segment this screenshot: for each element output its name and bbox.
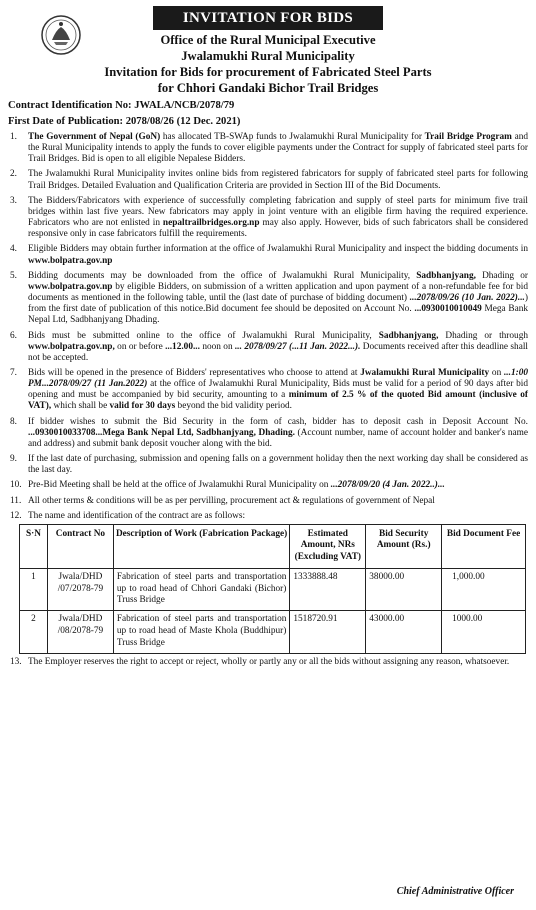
header-description: Description of Work (Fabrication Package) [113, 524, 290, 568]
table-header-row [20, 524, 526, 568]
cell-contract-no: Jwala/DHD /08/2078-79 [47, 611, 113, 654]
header-sn: S·N [20, 524, 48, 568]
banner-title: INVITATION FOR BIDS [153, 6, 383, 30]
nepal-emblem-icon [40, 14, 82, 56]
list-item: 10. Pre-Bid Meeting shall be held at the office of Jwalamukhi Rural Municipality on ...2078/09/20 (4 Jan. 2022..)... [10, 480, 445, 491]
header-invitation: Invitation for Bids for procurement of Fabricated Steel Parts [104, 65, 432, 79]
cell-document-fee: 1000.00 [442, 611, 526, 654]
table-row [20, 611, 526, 654]
cell-bid-security: 38000.00 [366, 568, 442, 611]
contract-table [19, 524, 526, 654]
list-item: 13. The Employer reserves the right to accept or reject, wholly or partly any or all the bids without assigning any reason, whatsoever. [10, 657, 510, 668]
cell-description: Fabrication of steel parts and transportation up to road head of Maste Khola (Buddhipur) Truss Bridge [113, 611, 290, 654]
header-bid-security: Bid Security Amount (Rs.) [366, 524, 442, 568]
list-item: 11. All other terms & conditions will be as per pervilling, procurement act & regulations of government of Nepal [10, 495, 435, 506]
header-office: Office of the Rural Municipal Executive [160, 33, 376, 47]
list-item: 2. The Jwalamukhi Rural Municipality invites online bids from registered fabricators for supply of fabricated steel parts for following Trail Bridges. Detailed Evaluation and Qualification Criteria are provided in Section III of the Bid Documents. [10, 169, 528, 191]
list-item: 5. Bidding documents may be downloaded from the office of Jwalamukhi Rural Municipality, Sadbhanjyang, Dhading or www.bolpatra.gov.np by eligible Bidders, on submission of a written application and upon payment of a non-refundable fee for bid documents as mentioned in the following table, until the (last date of purchase of bidding document) ...2078/09/26 (10 Jan. 2022)...) from the first date of publication of this notice.Bid document fee should be deposited on Account No. ...0930010010049 Mega Bank Nepal Ltd, Sadbhanjyang Dhading. [10, 270, 528, 326]
notice-items [8, 132, 528, 522]
cell-sn: 1 [20, 568, 48, 611]
list-item: 7. Bids will be opened in the presence of Bidders' representatives who choose to attend at Jwalamukhi Rural Municipality on ...1:00 PM...2078/09/27 (11 Jan.2022) at the office of Jwalamukhi Rural Municipality, Bids must be valid for a period of 90 days after bid opening and must be accompanied by bid security, amounting to a minimum of 2.5 % of the quoted Bid amount (inclusive of VAT), which shall be valid for 30 days beyond the bid validity period. [10, 367, 529, 412]
signature-title: Chief Administrative Officer [396, 886, 514, 897]
cell-bid-security: 43000.00 [366, 611, 442, 654]
header-bid-document-fee: Bid Document Fee [442, 524, 526, 568]
header-bridges: for Chhori Gandaki Bichor Trail Bridges [157, 81, 379, 95]
cell-estimated-amount: 1333888.48 [290, 568, 366, 611]
cell-description: Fabrication of steel parts and transportation up to road head of Chhori Gandaki (Bichor) Truss Bridge [113, 568, 290, 611]
cell-document-fee: 1,000.00 [442, 568, 526, 611]
list-item: 8. If bidder wishes to submit the Bid Security in the form of cash, bidder has to deposit cash in Deposit Account No. ...0930010033708...Mega Bank Nepal Ltd, Sadbhanjyang, Dhading. (Account number, name of account holder and banker's name and address) and submit bank deposit voucher along with the bid. [10, 416, 528, 449]
cell-estimated-amount: 1518720.91 [290, 611, 366, 654]
list-item: 4. Eligible Bidders may obtain further information at the office of Jwalamukhi Rural Municipality and inspect the bidding documents in www.bolpatra.gov.np [10, 244, 528, 266]
list-item: 3. The Bidders/Fabricators with experience of successfully completing fabrication and supply of steel parts for minimum five trail bridges within last five years. New fabricators may apply in joint venture with an eligible firm having the required experience. Fabricators who are not enlisted in nepaltrailbridges.org.np may also apply. However, bids of such fabricators shall be considered responsive only in case fabricators fulfill the requirements. [10, 195, 528, 240]
list-item: 9. If the last date of purchasing, submission and opening falls on a government holiday then the next working day shall be considered as the last day. [10, 454, 528, 476]
header-contract-no: Contract No [47, 524, 113, 568]
table-row [20, 568, 526, 611]
cell-contract-no: Jwala/DHD /07/2078-79 [47, 568, 113, 611]
header-municipality: Jwalamukhi Rural Municipality [181, 49, 355, 63]
cell-sn: 2 [20, 611, 48, 654]
list-item: 12. The name and identification of the contract are as follows: [10, 510, 246, 521]
list-item: 6. Bids must be submitted online to the office of Jwalamukhi Rural Municipality, Sadbhanjyang, Dhading or through www.bolpatra.gov.np, on or before ...12.00... noon on ... 2078/09/27 (...11 Jan. 2022...). Documents received after this deadline shall not be accepted. [10, 330, 528, 363]
publication-date: First Date of Publication: 2078/08/26 (12 Dec. 2021) [8, 116, 241, 127]
notice-items-final [8, 657, 528, 668]
header-estimated-amount: Estimated Amount, NRs (Excluding VAT) [290, 524, 366, 568]
contract-identification: Contract Identification No: JWALA/NCB/2078/79 [8, 100, 235, 111]
list-item: 1. The Government of Nepal (GoN) has allocated TB-SWAp funds to Jwalamukhi Rural Municipality for Trail Bridge Program and the Rural Municipality intends to apply the funds to cover eligible payments under the Contract for supply of fabricated steel parts for Trail Bridges. Bid is open to all eligible Nepalese Bidders. [10, 132, 528, 165]
